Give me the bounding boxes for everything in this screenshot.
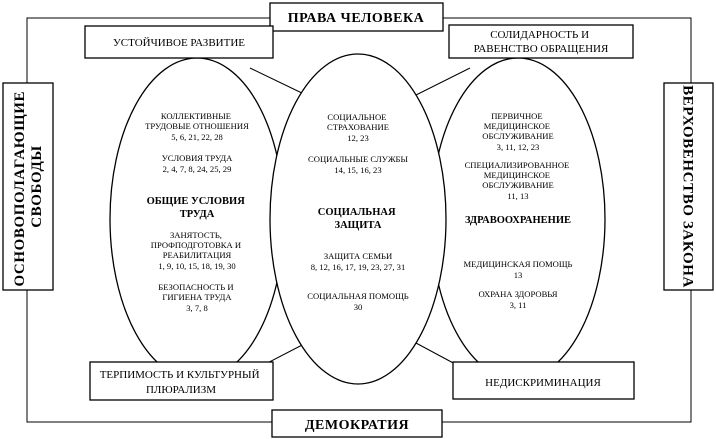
human-rights-label: ПРАВА ЧЕЛОВЕКА <box>287 11 425 26</box>
specialized-care-line-2: МЕДИЦИНСКОЕ <box>483 170 551 180</box>
democracy-label: ДЕМОКРАТИЯ <box>304 418 410 433</box>
health-protection-articles: 3, 11 <box>509 300 527 310</box>
employment-line-3: РЕАБИЛИТАЦИЯ <box>162 250 232 260</box>
collective-labour-relations-articles: 5, 6, 21, 22, 28 <box>171 132 223 142</box>
general-working-conditions-title-line-2: ТРУДА <box>179 209 215 220</box>
social-protection-title-line-2: ЗАЩИТА <box>334 220 382 231</box>
specialized-care-line-1: СПЕЦИАЛИЗИРОВАННОЕ <box>464 160 570 170</box>
employment-training-articles: 1, 9, 10, 15, 18, 19, 30 <box>158 261 236 271</box>
social-services-line-1: СОЦИАЛЬНЫЕ СЛУЖБЫ <box>308 154 408 164</box>
employment-line-1: ЗАНЯТОСТЬ, <box>169 230 222 240</box>
safety-line-1: БЕЗОПАСНОСТЬ И <box>158 282 234 292</box>
general-working-conditions-title-line-1: ОБЩИЕ УСЛОВИЯ <box>146 196 245 207</box>
primary-care-line-2: МЕДИЦИНСКОЕ <box>483 121 551 131</box>
medical-assistance-line-1: МЕДИЦИНСКАЯ ПОМОЩЬ <box>463 259 573 269</box>
specialized-care-articles: 11, 13 <box>507 191 529 201</box>
primary-care-line-1: ПЕРВИЧНОЕ <box>491 111 543 121</box>
working-conditions-label <box>162 153 233 163</box>
health-care-title <box>465 215 571 226</box>
tolerance-line-1: ТЕРПИМОСТЬ И КУЛЬТУРНЫЙ <box>99 369 260 381</box>
specialized-care-line-3: ОБСЛУЖИВАНИЕ <box>482 180 554 190</box>
social-services-articles: 14, 15, 16, 23 <box>334 165 382 175</box>
family-protection-line-1: ЗАЩИТА СЕМЬИ <box>323 251 393 261</box>
social-assistance-line-1: СОЦИАЛЬНАЯ ПОМОЩЬ <box>307 291 409 301</box>
social-insurance-label <box>327 112 389 132</box>
medical-assistance-label <box>464 259 573 269</box>
social-protection-title-line-1: СОЦИАЛЬНАЯ <box>317 207 396 218</box>
sustainable-development-line-1: УСТОЙЧИВОЕ РАЗВИТИЕ <box>113 37 245 49</box>
tolerance-line-2: ПЛЮРАЛИЗМ <box>145 384 217 396</box>
non-discrimination-label <box>485 377 601 389</box>
social-insurance-line-2: СТРАХОВАНИЕ <box>327 122 389 132</box>
connector-top-right <box>416 68 470 95</box>
primary-care-articles: 3, 11, 12, 23 <box>496 142 540 152</box>
rule-of-law-label: ВЕРХОВЕНСТВО ЗАКОНА <box>679 85 696 288</box>
fundamental-freedoms-line-1: ОСНОВОПОЛАГАЮЩИЕ <box>12 90 28 287</box>
social-assistance-label <box>307 291 409 301</box>
health-protection-line-1: ОХРАНА ЗДОРОВЬЯ <box>478 289 558 299</box>
social-assistance-articles: 30 <box>353 302 363 312</box>
connector-top-left <box>250 68 306 95</box>
safety-hygiene-articles: 3, 7, 8 <box>186 303 208 313</box>
health-care-title-line-1: ЗДРАВООХРАНЕНИЕ <box>464 215 572 226</box>
solidarity-line-2: РАВЕНСТВО ОБРАЩЕНИЯ <box>473 43 609 55</box>
safety-hygiene-label <box>158 282 235 302</box>
working-conditions-line-1: УСЛОВИЯ ТРУДА <box>161 153 233 163</box>
social-insurance-articles: 12, 23 <box>347 133 369 143</box>
fundamental-freedoms-line-2: СВОБОДЫ <box>29 145 45 228</box>
employment-line-2: ПРОФПОДГОТОВКА И <box>150 240 242 250</box>
collective-line-2: ТРУДОВЫЕ ОТНОШЕНИЯ <box>145 121 249 131</box>
social-insurance-line-1: СОЦИАЛЬНОЕ <box>327 112 387 122</box>
family-protection-label <box>324 251 392 261</box>
primary-care-line-3: ОБСЛУЖИВАНИЕ <box>482 131 554 141</box>
solidarity-line-1: СОЛИДАРНОСТЬ И <box>490 29 590 41</box>
non-discrimination-line-1: НЕДИСКРИМИНАЦИЯ <box>485 377 601 389</box>
health-protection-label <box>478 289 557 299</box>
social-services-label <box>308 154 408 164</box>
family-protection-articles: 8, 12, 16, 17, 19, 23, 27, 31 <box>310 262 406 272</box>
medical-assistance-articles: 13 <box>513 270 523 280</box>
sustainable-development-label <box>113 37 245 49</box>
primary-care-label <box>482 111 553 141</box>
ellipse-social-protection <box>270 54 446 384</box>
safety-line-2: ГИГИЕНА ТРУДА <box>162 292 232 302</box>
collective-line-1: КОЛЛЕКТИВНЫЕ <box>160 111 231 121</box>
fundamental-freedoms-box <box>3 83 53 290</box>
working-conditions-articles: 2, 4, 7, 8, 24, 25, 29 <box>162 164 232 174</box>
